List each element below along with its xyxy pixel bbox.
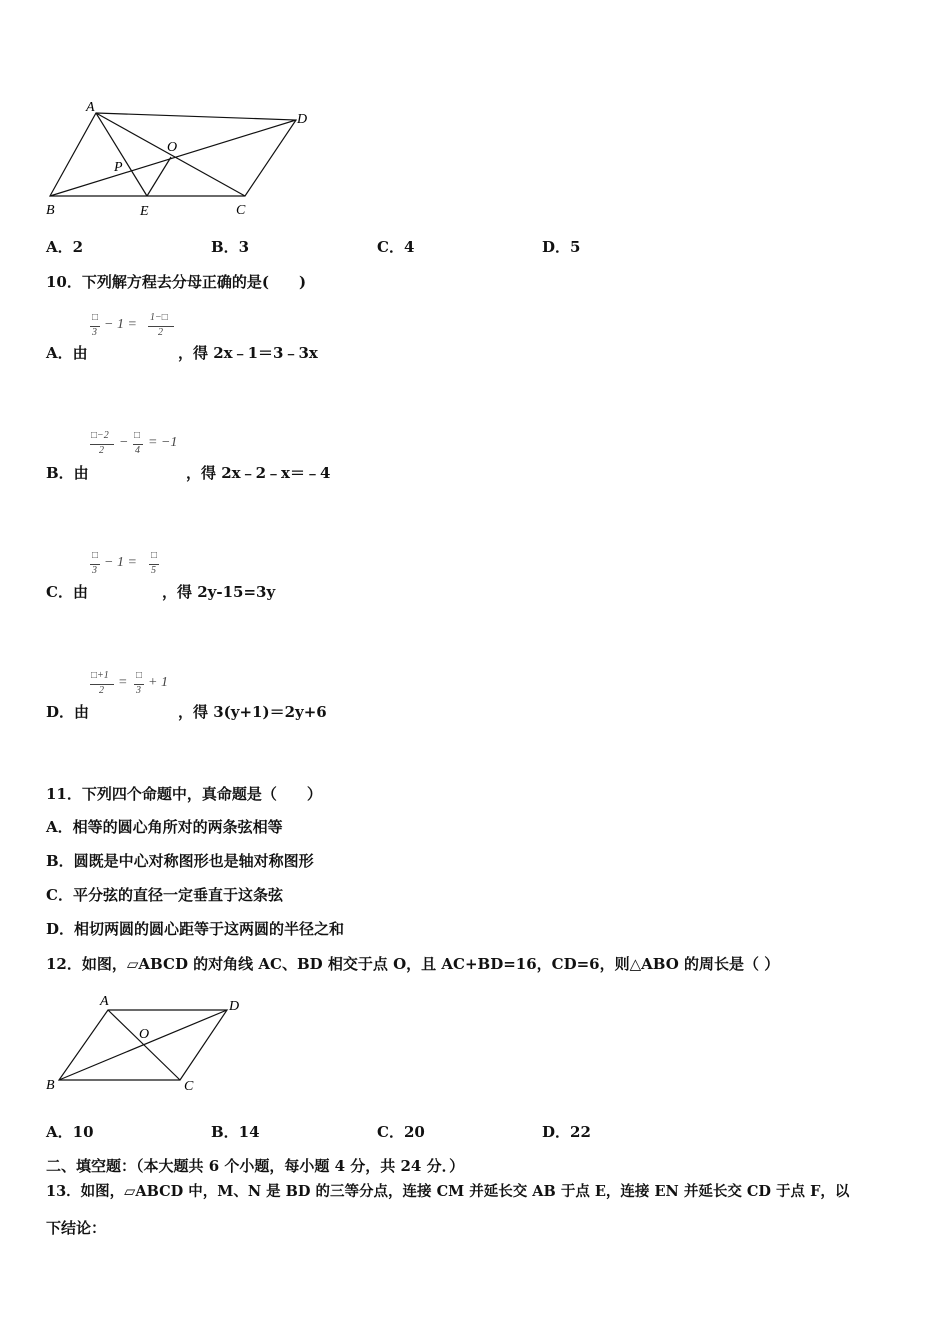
q10-b-formula: □−2 2 − □ 4 = −1 [91,430,178,456]
q10-c-prefix: C．由 [46,583,88,601]
label-E: E [140,204,149,219]
q10-b-prefix: B．由 [46,464,89,482]
label-A: A [86,100,95,115]
q12-stem: 12．如图，▱ABCD 的对角线 AC、BD 相交于点 O，且 AC+BD=16，CD=6，则△ABO 的周长是（ ） [46,955,780,973]
q10-d-result: ，得 3(y+1)＝2y+6 [178,703,327,721]
q9-option-d: D．5 [542,238,581,256]
label-D: D [297,112,308,127]
figure-parallelogram-1 [40,95,330,225]
q11-option-d: D．相切两圆的圆心距等于这两圆的半径之和 [46,920,345,938]
q10-c-formula: □ 3 − 1 = □ 5 [92,550,158,576]
q12-label-B: B [46,1078,55,1093]
q12-label-D: D [229,999,240,1014]
label-B: B [46,203,55,218]
q13-line-1: 13．如图，▱ABCD 中，M、N 是 BD 的三等分点，连接 CM 并延长交 AB 于点 E，连接 EN 并延长交 CD 于点 F，以 [46,1183,850,1200]
q9-option-b: B．3 [211,238,250,256]
figure-parallelogram-2 [40,990,260,1100]
q12-option-d: D．22 [542,1123,591,1141]
q10-a-result: ，得 2x﹣1＝3﹣3x [178,344,318,362]
q12-label-C: C [184,1079,194,1094]
q12-label-O: O [139,1027,150,1042]
q11-option-c: C．平分弦的直径一定垂直于这条弦 [46,886,283,904]
q10-c-result: ，得 2y-15=3y [162,583,276,601]
q9-option-a: A．2 [46,238,84,256]
label-P: P [114,160,123,175]
q9-option-c: C．4 [377,238,415,256]
section-heading: 二、填空题：（本大题共 6 个小题，每小题 4 分，共 24 分．） [46,1157,465,1175]
q10-d-prefix: D．由 [46,703,90,721]
q13-line-2: 下结论： [46,1219,107,1237]
q11-stem: 11．下列四个命题中，真命题是（ ） [46,785,322,803]
q10-d-formula: □+1 2 = □ 3 + 1 [91,670,168,696]
label-O: O [167,140,178,155]
q12-option-c: C．20 [377,1123,425,1141]
q10-stem: 10．下列解方程去分母正确的是( ) [46,273,307,291]
q10-a-formula: □ 3 − 1 = 1−□ 2 [90,312,190,346]
label-C: C [236,203,246,218]
q12-label-A: A [100,994,109,1009]
q10-a-prefix: A．由 [46,344,88,362]
q12-option-a: A．10 [46,1123,94,1141]
q12-option-b: B．14 [211,1123,260,1141]
q11-option-a: A．相等的圆心角所对的两条弦相等 [46,818,283,836]
q10-b-result: ，得 2x﹣2﹣x＝﹣4 [186,464,331,482]
q11-option-b: B．圆既是中心对称图形也是轴对称图形 [46,852,314,870]
